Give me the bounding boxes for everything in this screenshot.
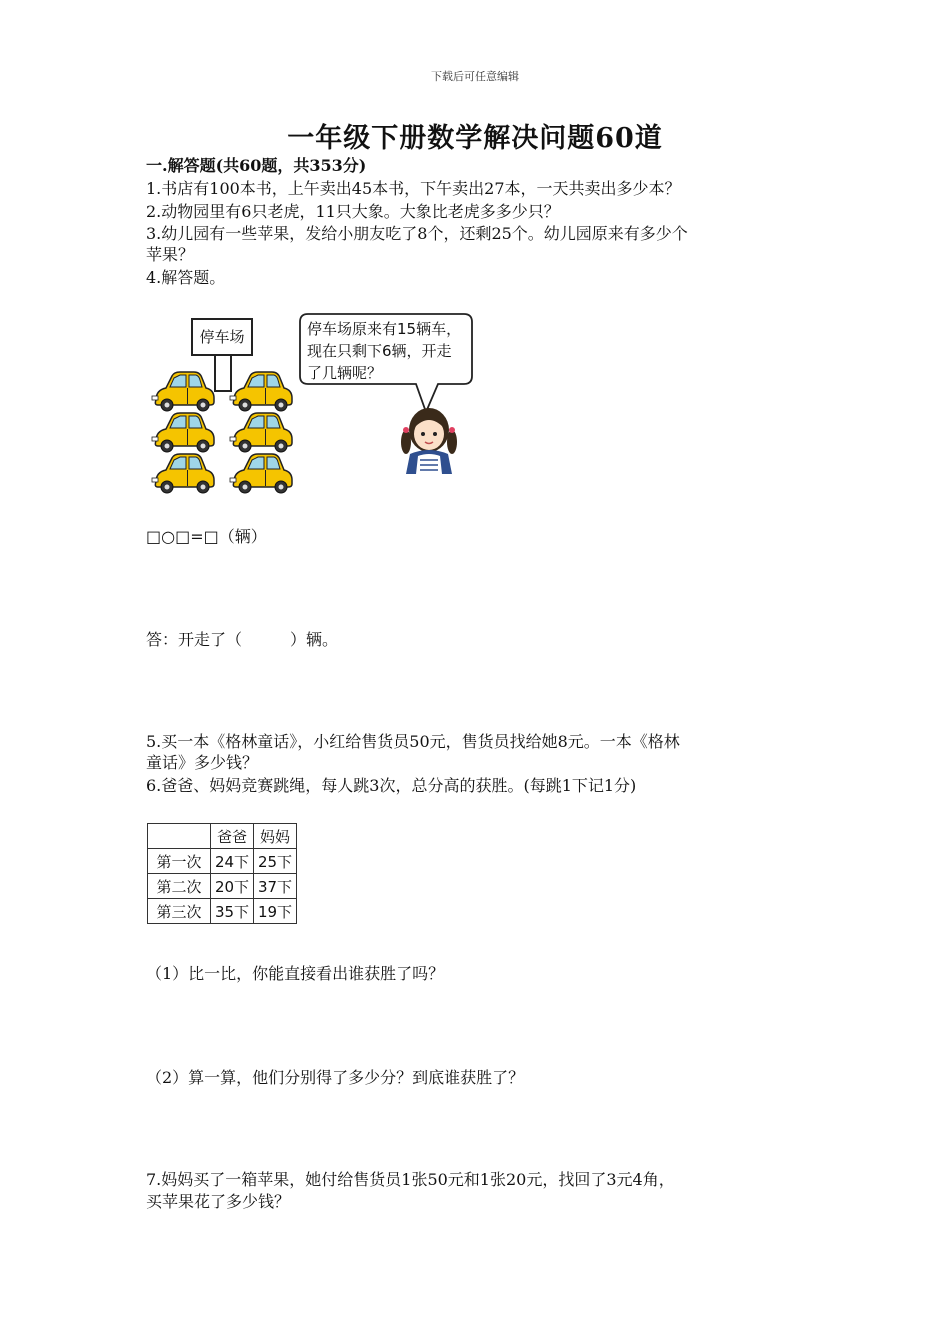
question-3-line1: 3.幼儿园有一些苹果，发给小朋友吃了8个，还剩25个。幼儿园原来有多少个 (146, 224, 688, 243)
car-icon (230, 413, 292, 452)
car-icon (230, 454, 292, 493)
car-icon (230, 372, 292, 411)
question-7-line2: 买苹果花了多少钱？ (146, 1192, 291, 1211)
table-cell: 第一次 (148, 849, 211, 874)
question-6-sub2: （2）算一算，他们分别得了多少分？到底谁获胜了？ (146, 1068, 525, 1087)
parking-sign: 停车场 (191, 318, 253, 356)
table-cell: 37下 (254, 874, 297, 899)
table-row (148, 899, 297, 924)
question-4-answer: 答：开走了（ ）辆。 (146, 630, 339, 649)
bubble-line: 了几辆呢？ (307, 364, 383, 382)
question-6: 6.爸爸、妈妈竞赛跳绳，每人跳3次，总分高的获胜。(每跳1下记1分) (146, 776, 637, 795)
table-header-cell: 妈妈 (254, 824, 297, 849)
question-1: 1.书店有100本书，上午卖出45本书，下午卖出27本，一天共卖出多少本？ (146, 179, 681, 198)
table-header-cell: 爸爸 (211, 824, 254, 849)
table-row (148, 874, 297, 899)
table-cell: 第二次 (148, 874, 211, 899)
table-cell: 25下 (254, 849, 297, 874)
girl-icon (398, 402, 460, 474)
question-5-line1: 5.买一本《格林童话》，小红给售货员50元，售货员找给她8元。一本《格林 (146, 732, 680, 751)
page-title: 一年级下册数学解决问题60道 (287, 123, 663, 154)
table-cell: 24下 (211, 849, 254, 874)
question-5-line2: 童话》多少钱？ (146, 753, 259, 772)
car-icon (152, 413, 214, 452)
question-7-line1: 7.妈妈买了一箱苹果，她付给售货员1张50元和1张20元，找回了3元4角， (146, 1170, 675, 1189)
question-6-sub1: （1）比一比，你能直接看出谁获胜了吗？ (146, 964, 445, 983)
header-note: 下载后可任意编辑 (431, 70, 519, 83)
question-3-line2: 苹果？ (146, 245, 195, 264)
question-4: 4.解答题。 (146, 268, 226, 287)
table-cell: 35下 (211, 899, 254, 924)
table-header-row (148, 824, 297, 849)
score-table (147, 823, 297, 924)
speech-bubble-text (307, 318, 472, 384)
table-header-cell (148, 824, 211, 849)
section-heading: 一.解答题(共60题，共353分) (146, 156, 367, 175)
bubble-line: 现在只剩下6辆，开走 (307, 342, 452, 360)
bubble-line: 停车场原来有15辆车， (307, 320, 462, 338)
car-icon (152, 372, 214, 411)
table-cell: 20下 (211, 874, 254, 899)
car-icon (152, 454, 214, 493)
table-cell: 第三次 (148, 899, 211, 924)
table-cell: 19下 (254, 899, 297, 924)
question-4-equation: □○□=□（辆） (146, 527, 267, 546)
table-row (148, 849, 297, 874)
question-2: 2.动物园里有6只老虎，11只大象。大象比老虎多多少只？ (146, 202, 560, 221)
cars-group (148, 368, 298, 500)
